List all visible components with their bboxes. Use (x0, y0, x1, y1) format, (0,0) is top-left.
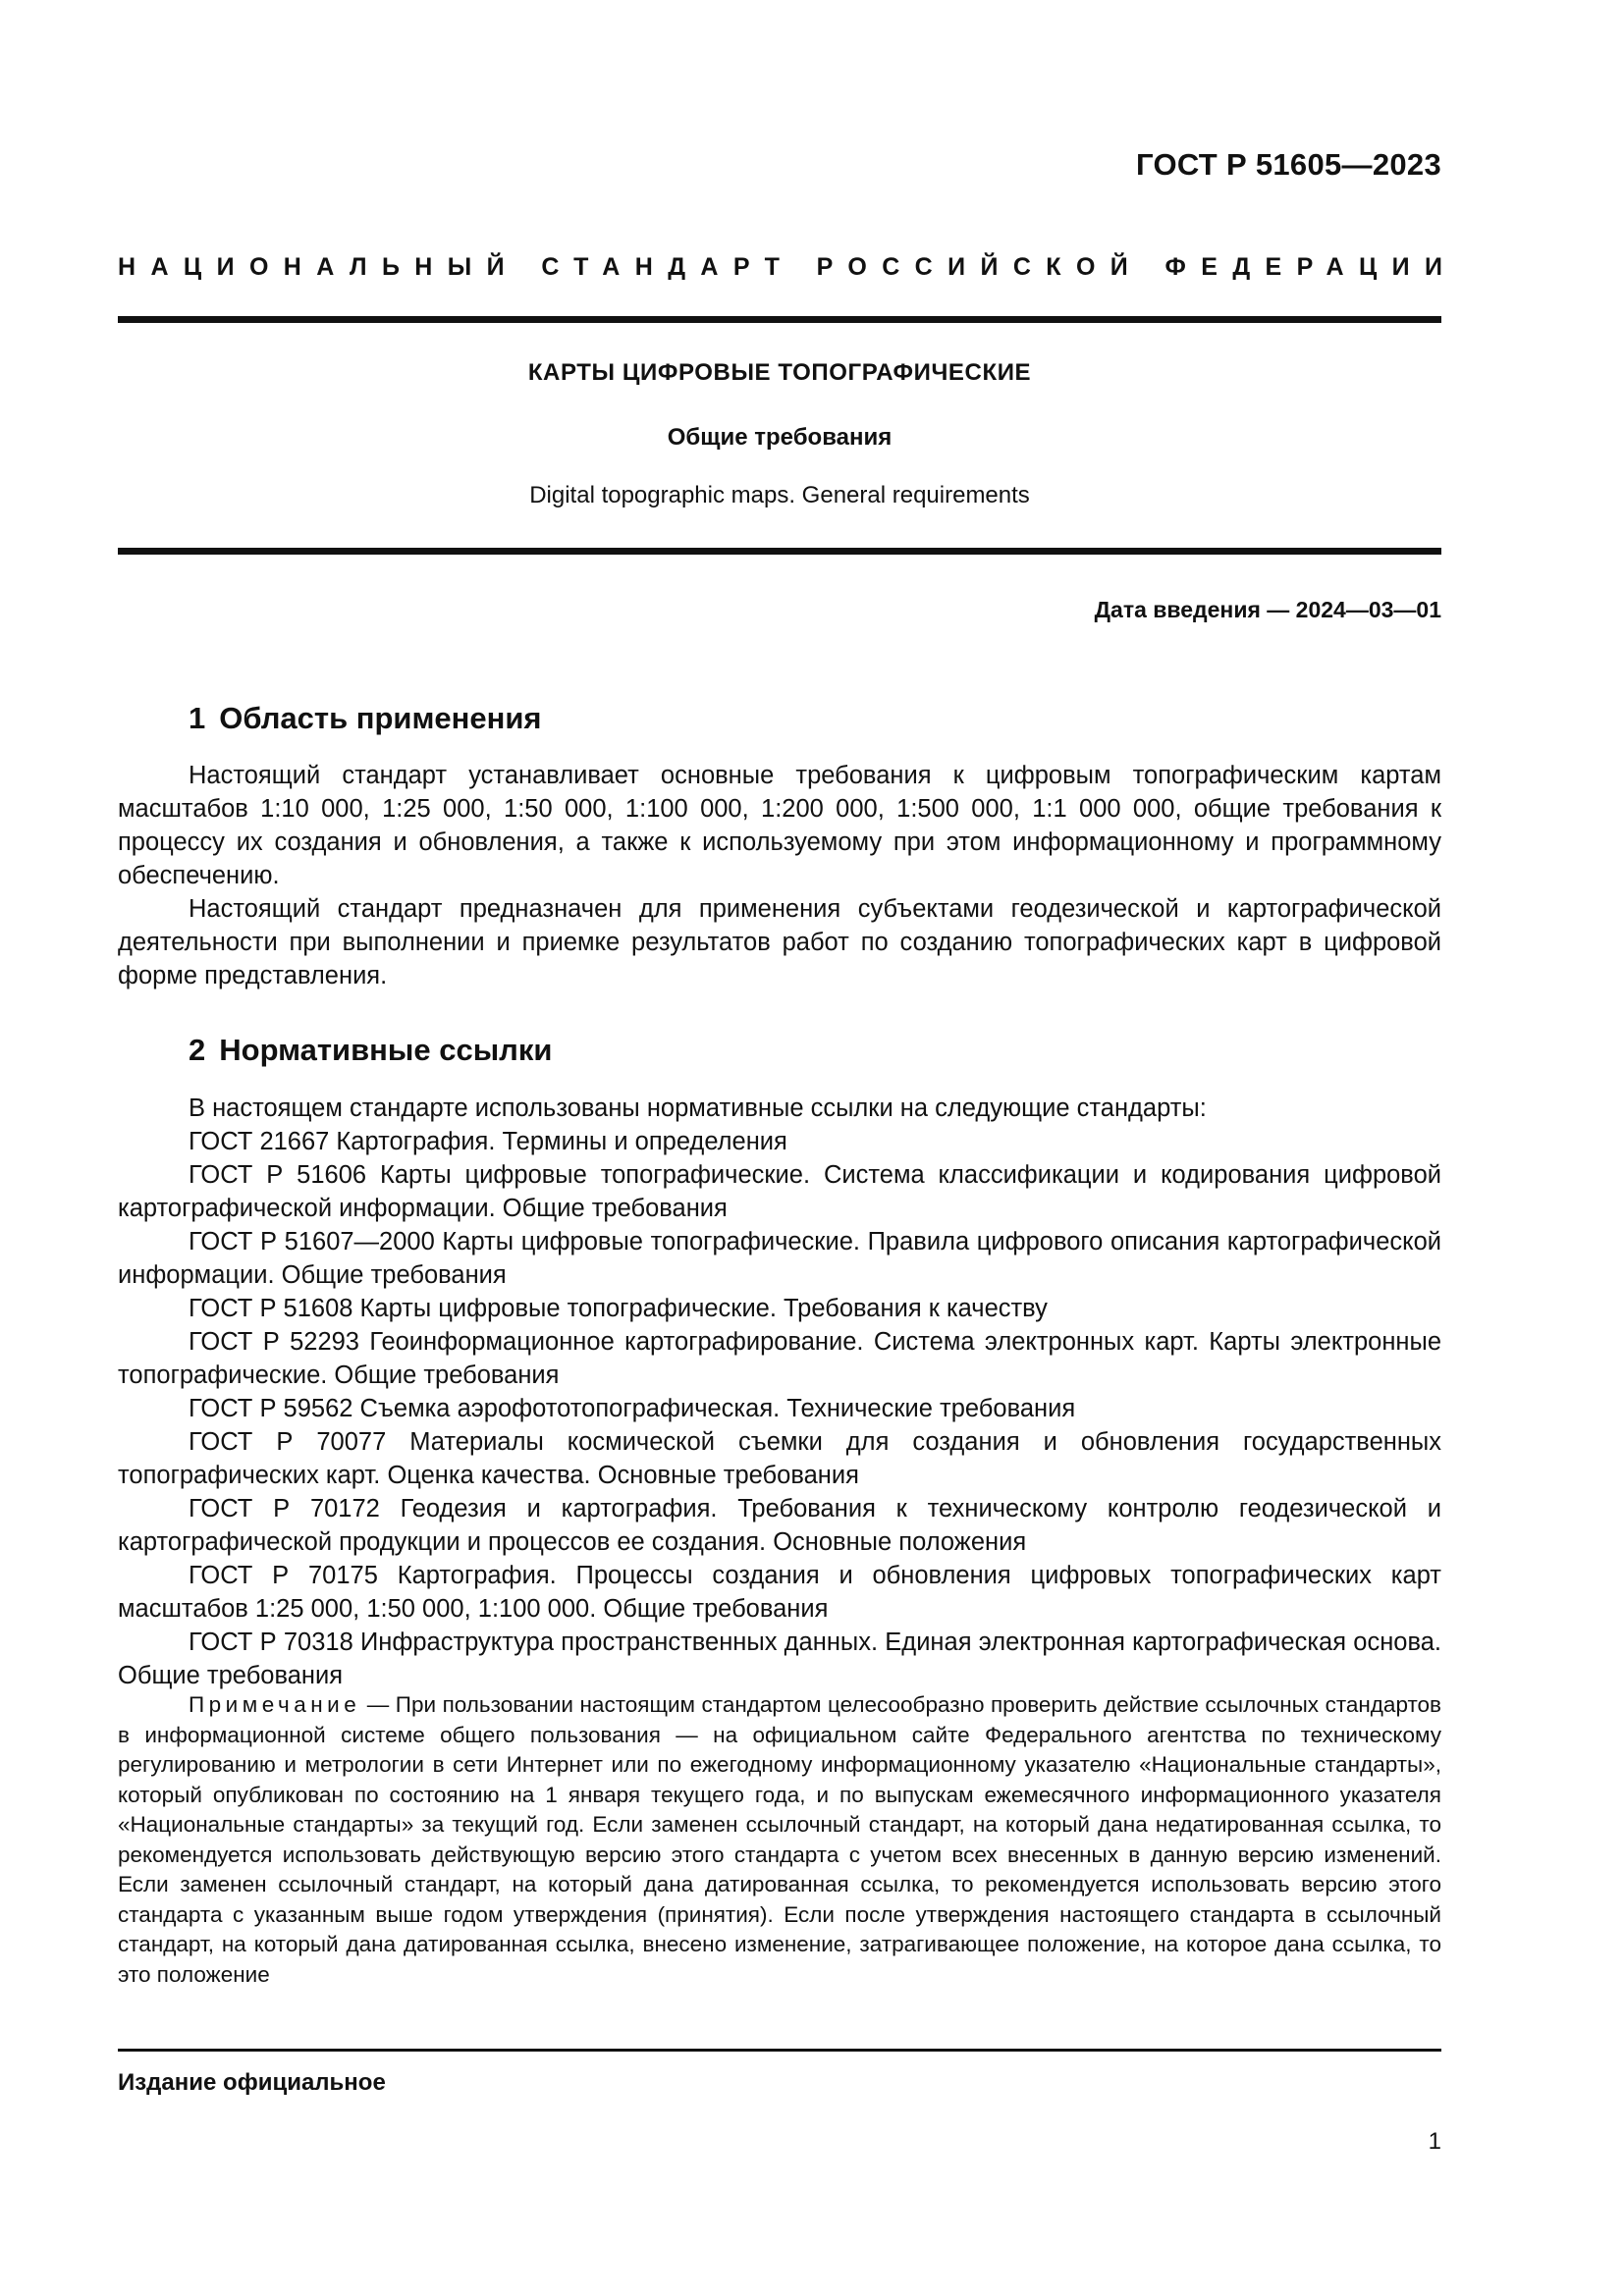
reference-item: ГОСТ Р 70318 Инфраструктура пространственных данных. Единая электронная картографическая основа. Общие требования (118, 1629, 1441, 1689)
section-1-body (118, 759, 1441, 992)
document-subtitle: Общие требования (667, 424, 893, 451)
gost-number: ГОСТ Р 51605—2023 (1136, 147, 1441, 182)
document-title-english: Digital topographic maps. General requirements (529, 482, 1030, 508)
title-bottom-rule (118, 548, 1441, 555)
reference-item: ГОСТ Р 59562 Съемка аэрофототопографическая. Технические требования (189, 1395, 1076, 1422)
reference-item: ГОСТ Р 52293 Геоинформационное картографирование. Система электронных карт. Карты электронные топографические. Общие требования (118, 1328, 1441, 1389)
official-edition-label: Издание официальное (118, 2069, 386, 2096)
reference-item: ГОСТ Р 70077 Материалы космической съемки для создания и обновления государственных топографических карт. Оценка качества. Основные требования (118, 1428, 1441, 1489)
note-text: — При пользовании настоящим стандартом целесообразно проверить действие ссылочных стандартов в информационной системе общего пользования — на официальном сайте Федерального агентства по техническому регулированию и метрологии в сети Интернет или по ежегодному информационному указателю «Национальные стандарты», который опубликован по состоянию на 1 января текущего года, и по выпускам ежемесячного информационного указателя «Национальные стандарты» за текущий год. Если заменен ссылочный стандарт, на который дана недатированная ссылка, то рекомендуется использовать действующую версию этого стандарта с учетом всех внесенных в данную версию изменений. Если заменен ссылочный стандарт, на который дана датированная ссылка, то рекомендуется использовать версию этого стандарта с указанным выше годом утверждения (принятия). Если после утверждения настоящего стандарта в ссылочный стандарт, на который дана датированная ссылка, внесено изменение, затрагивающее положение, на которое дана ссылка, то это положение (118, 1692, 1441, 1987)
references-intro: В настоящем стандарте использованы нормативные ссылки на следующие стандарты: (189, 1095, 1207, 1122)
reference-item: ГОСТ Р 70172 Геодезия и картография. Требования к техническому контролю геодезической и картографической продукции и процессов ее создания. Основные положения (118, 1495, 1441, 1556)
footer-rule (118, 2049, 1441, 2052)
page-number: 1 (1428, 2128, 1441, 2155)
section-2-title: Нормативные ссылки (219, 1033, 553, 1067)
reference-item: ГОСТ Р 51608 Карты цифровые топографические. Требования к качеству (189, 1295, 1048, 1322)
section-1-number: 1 (189, 701, 206, 735)
reference-item: ГОСТ 21667 Картография. Термины и определения (189, 1128, 787, 1155)
paragraph: Настоящий стандарт устанавливает основные требования к цифровым топографическим картам масштабов 1:10 000, 1:25 000, 1:50 000, 1:100 000, 1:200 000, 1:500 000, 1:1 000 000, общие требования к процессу их создания и обновления, а также к используемому при этом информационному и программному обеспечению. (118, 762, 1441, 889)
national-standard-banner: НАЦИОНАЛЬНЫЙ СТАНДАРТ РОССИЙСКОЙ ФЕДЕРАЦИИ (118, 253, 1458, 281)
reference-item: ГОСТ Р 51607—2000 Карты цифровые топографические. Правила цифрового описания картографической информации. Общие требования (118, 1228, 1441, 1289)
introduction-date: Дата введения — 2024—03—01 (1094, 597, 1441, 622)
reference-item: ГОСТ Р 70175 Картография. Процессы создания и обновления цифровых топографических карт масштабов 1:25 000, 1:50 000, 1:100 000. Общие требования (118, 1562, 1441, 1623)
section-2-heading (189, 1033, 552, 1068)
reference-item: ГОСТ Р 51606 Карты цифровые топографические. Система классификации и кодирования цифровой картографической информации. Общие требования (118, 1161, 1441, 1222)
section-1-title: Область применения (219, 701, 542, 735)
top-rule (118, 316, 1441, 323)
note-paragraph (118, 1690, 1441, 1990)
paragraph: Настоящий стандарт предназначен для применения субъектами геодезической и картографической деятельности при выполнении и приемке результатов работ по созданию топографических карт в цифровой форме представления. (118, 895, 1441, 989)
section-1-heading (189, 701, 542, 736)
note-label: Примечание (189, 1692, 361, 1717)
section-2-body (118, 1092, 1441, 1692)
section-2-number: 2 (189, 1033, 206, 1067)
document-title: КАРТЫ ЦИФРОВЫЕ ТОПОГРАФИЧЕСКИЕ (527, 359, 1032, 386)
